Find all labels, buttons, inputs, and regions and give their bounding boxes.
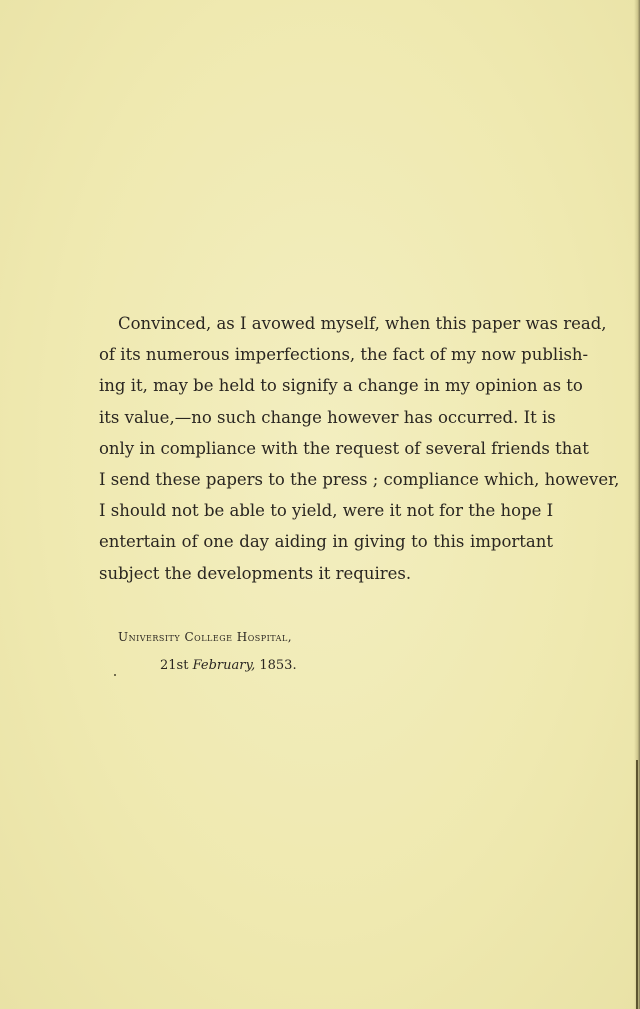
page-edge-line — [636, 760, 638, 1009]
paragraph-line: ing it, may be held to signify a change in my opinion as to — [99, 376, 583, 396]
paragraph-line: subject the developments it requires. — [99, 563, 412, 583]
date-month: February, — [192, 658, 256, 673]
signoff-date — [160, 658, 297, 673]
signoff-place: University College Hospital, — [118, 630, 293, 644]
paragraph-line: of its numerous imperfections, the fact of my now publish- — [99, 345, 589, 365]
paragraph-line: Convinced, as I avowed myself, when this paper was read, — [118, 314, 607, 333]
paragraph-line: its value,—no such change however has occurred. It is — [99, 407, 556, 427]
paragraph-line: entertain of one day aiding in giving to this important — [99, 532, 553, 552]
paper-speck — [114, 674, 116, 676]
paragraph-line: only in compliance with the request of several friends that — [99, 438, 589, 458]
date-year: 1853. — [259, 658, 297, 673]
paragraph-line: I send these papers to the press ; compliance which, however, — [99, 469, 620, 489]
date-day: 21st — [160, 658, 189, 673]
paragraph-line: I should not be able to yield, were it not for the hope I — [99, 501, 554, 521]
body-paragraph — [99, 308, 620, 589]
